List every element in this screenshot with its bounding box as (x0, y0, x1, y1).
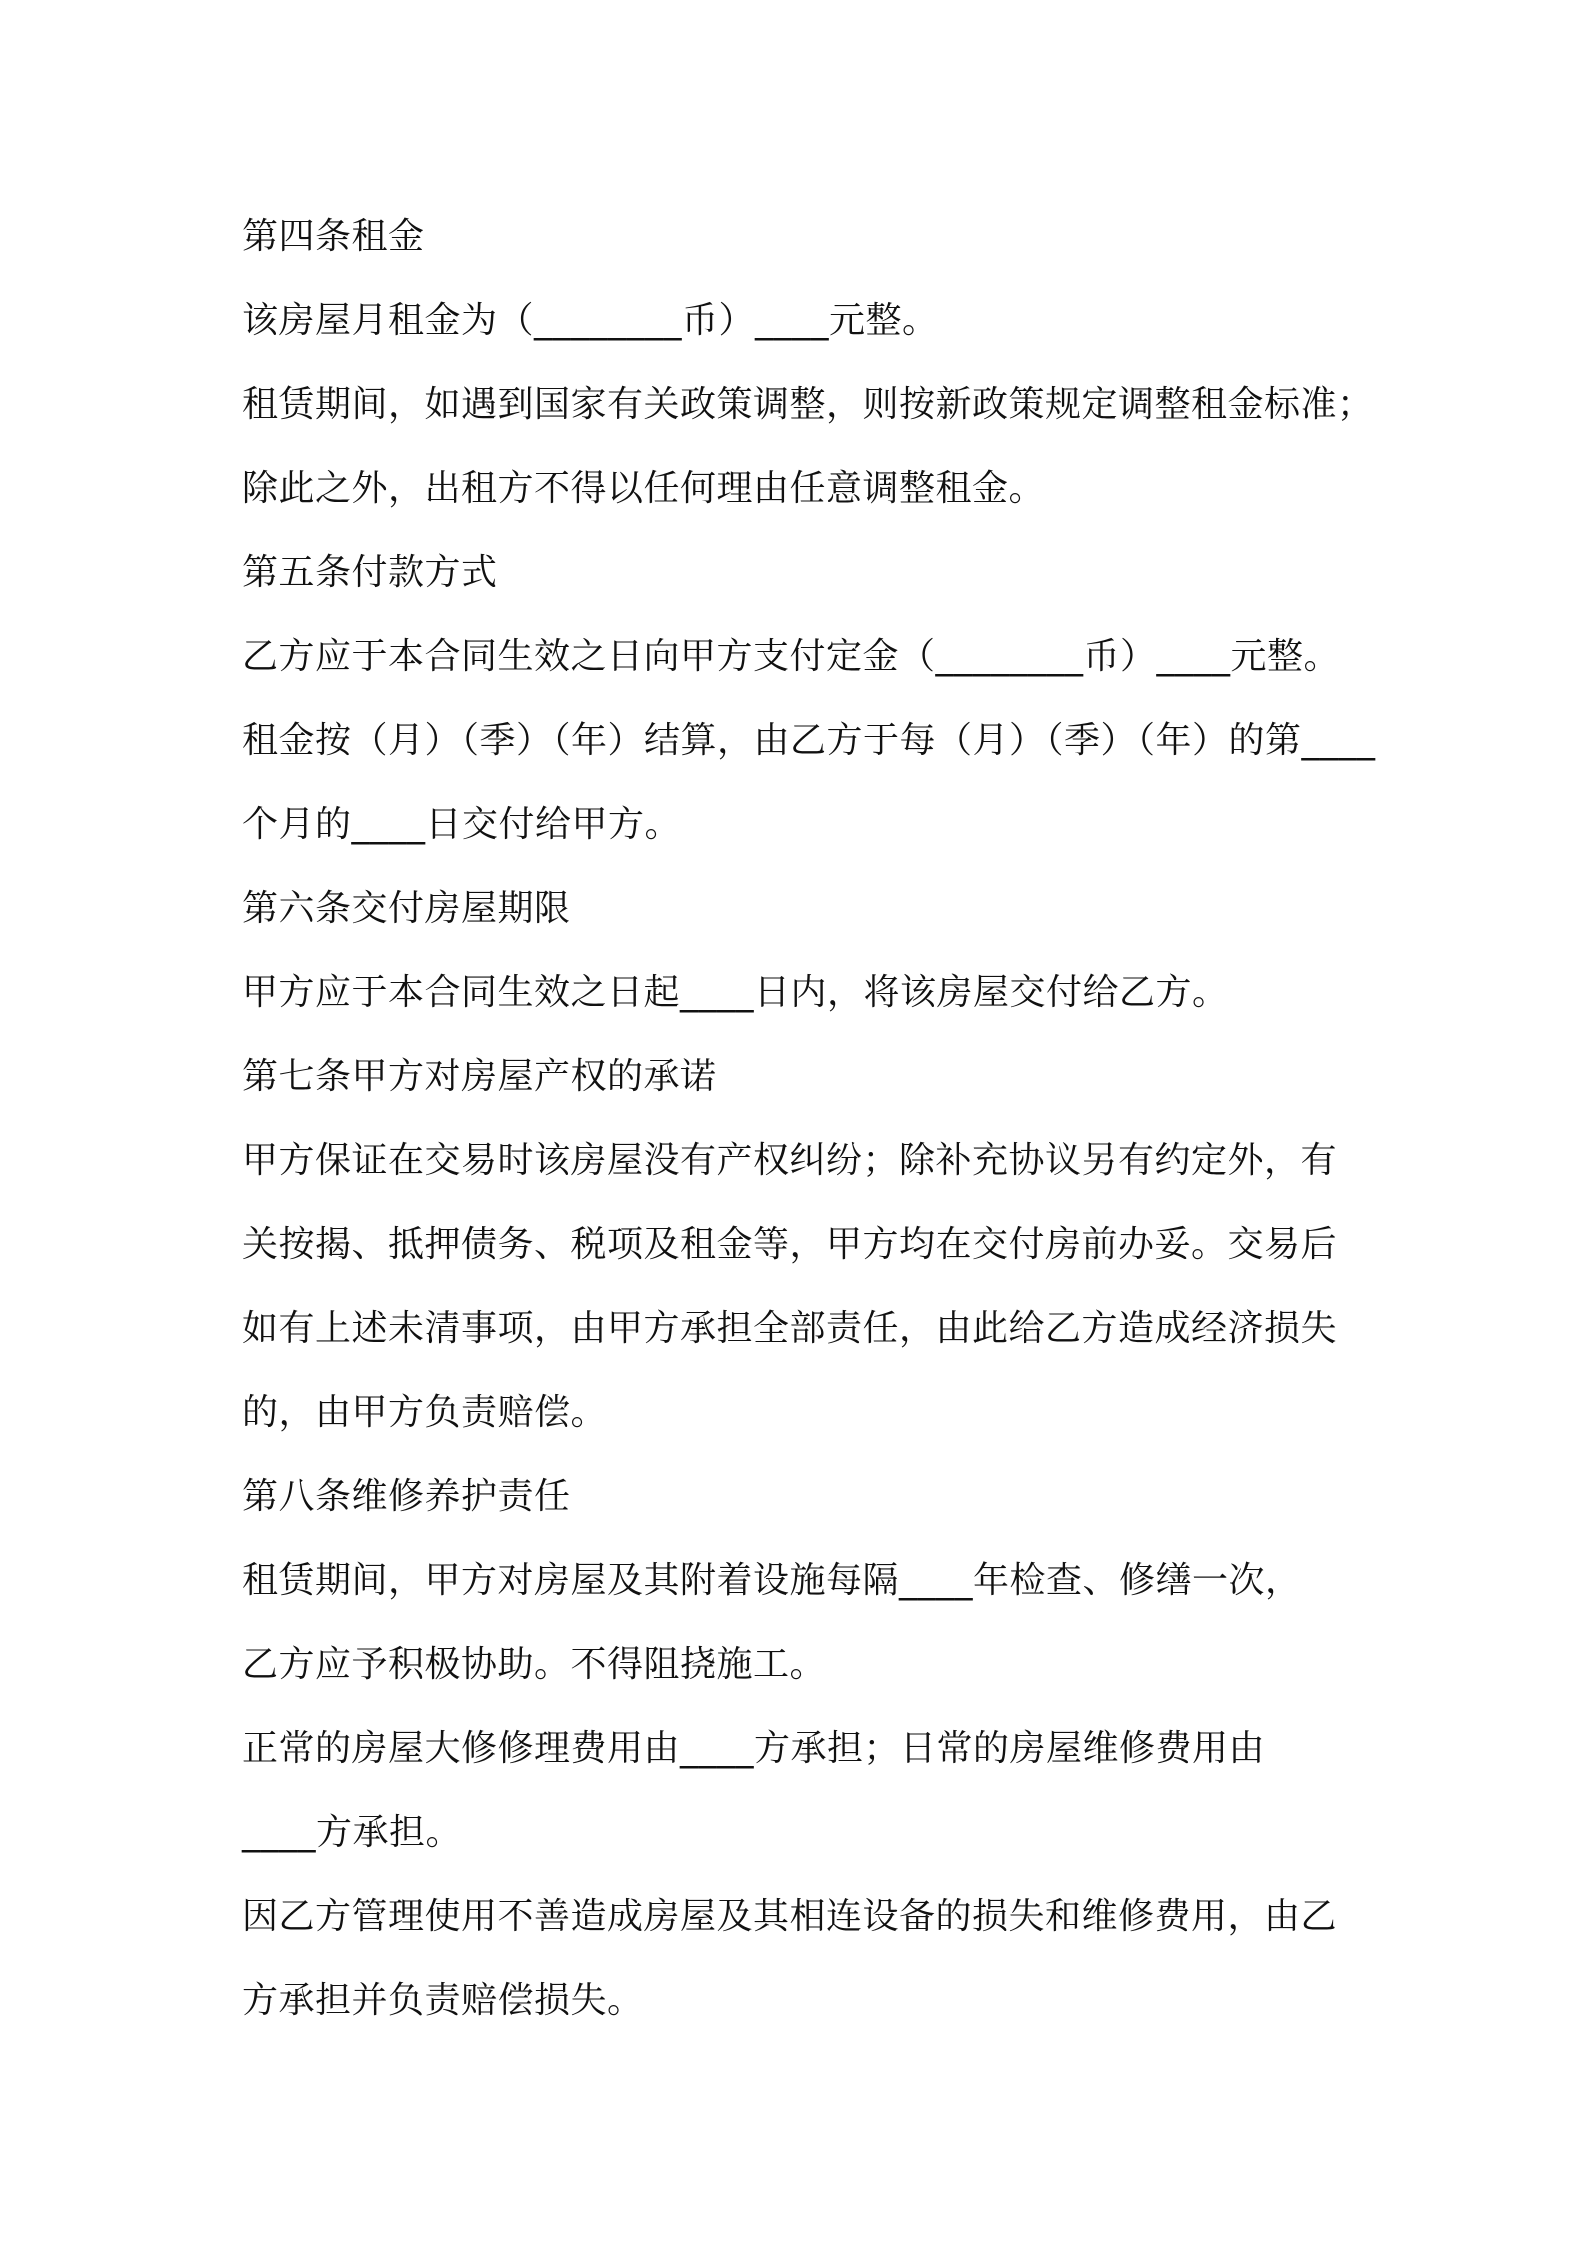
rent-adjust-line-1: 租赁期间，如遇到国家有关政策调整，则按新政策规定调整租金标准； (242, 384, 1374, 425)
maintenance-line-2: 乙方应予积极协助。不得阻挠施工。 (242, 1644, 827, 1685)
deposit-line: 乙方应于本合同生效之日向甲方支付定金（________币）____元整。 (242, 636, 1341, 677)
delivery-term-line: 甲方应于本合同生效之日起____日内，将该房屋交付给乙方。 (242, 972, 1229, 1013)
repair-cost-line-2: ____方承担。 (242, 1812, 463, 1853)
contract-body (242, 195, 1376, 2043)
article-7-heading: 第七条甲方对房屋产权的承诺 (242, 1056, 717, 1097)
damage-liability-line-1: 因乙方管理使用不善造成房屋及其相连设备的损失和维修费用，由乙 (242, 1896, 1338, 1937)
payment-schedule-line-1: 租金按（月）（季）（年）结算，由乙方于每（月）（季）（年）的第____ (242, 720, 1376, 761)
rent-amount-line: 该房屋月租金为（________币）____元整。 (242, 300, 939, 341)
article-4-heading: 第四条租金 (242, 216, 425, 257)
payment-schedule-line-2: 个月的____日交付给甲方。 (242, 804, 682, 845)
article-8-heading: 第八条维修养护责任 (242, 1476, 571, 1517)
damage-liability-line-2: 方承担并负责赔偿损失。 (242, 1980, 644, 2021)
property-right-line-3: 如有上述未清事项，由甲方承担全部责任，由此给乙方造成经济损失 (242, 1308, 1338, 1349)
property-right-line-2: 关按揭、抵押债务、税项及租金等，甲方均在交付房前办妥。交易后 (242, 1224, 1338, 1265)
article-5-heading: 第五条付款方式 (242, 552, 498, 593)
article-6-heading: 第六条交付房屋期限 (242, 888, 571, 929)
repair-cost-line-1: 正常的房屋大修修理费用由____方承担；日常的房屋维修费用由 (242, 1728, 1266, 1769)
property-right-line-1: 甲方保证在交易时该房屋没有产权纠纷；除补充协议另有约定外，有 (242, 1140, 1338, 1181)
property-right-line-4: 的，由甲方负责赔偿。 (242, 1392, 608, 1433)
maintenance-line-1: 租赁期间，甲方对房屋及其附着设施每隔____年检查、修缮一次， (242, 1560, 1302, 1601)
rent-adjust-line-2: 除此之外，出租方不得以任何理由任意调整租金。 (242, 468, 1046, 509)
